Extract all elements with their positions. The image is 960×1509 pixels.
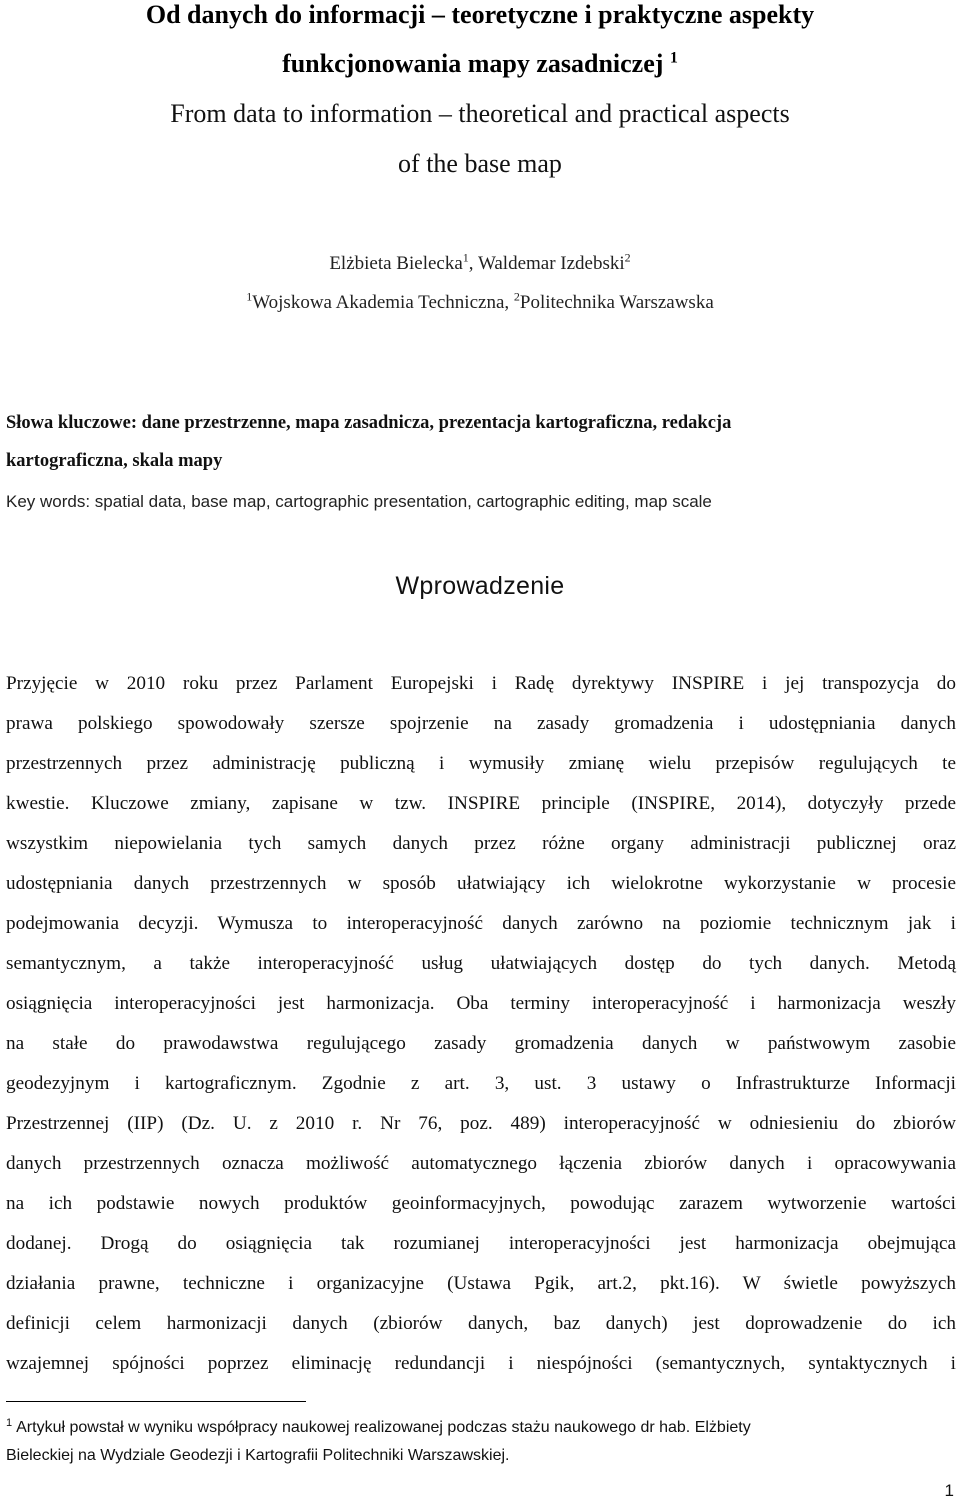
body-line: prawa polskiego spowodowały szersze spojrzenie na zasady gromadzenia i udostępniania danych	[6, 713, 956, 734]
body-paragraph	[6, 664, 956, 1384]
body-line: wszystkim niepowielania tych samych danych przez różne organy administracji publicznej oraz	[6, 833, 956, 854]
author-separator: ,	[468, 253, 478, 274]
affiliation-number: 2	[513, 289, 520, 304]
body-line: udostępniania danych przestrzennych w sposób ułatwiający ich wielokrotne wykorzystanie w procesie	[6, 873, 956, 894]
section-heading: Wprowadzenie	[395, 572, 565, 600]
body-line: Przestrzennej (IIP) (Dz. U. z 2010 r. Nr 76, poz. 489) interoperacyjność w odniesieniu do zbiorów	[6, 1113, 956, 1134]
keywords-polish-line: kartograficzna, skala mapy	[6, 451, 223, 471]
title-english-line-2: of the base map	[398, 149, 562, 178]
body-line: na stałe do prawodawstwa regulującego zasady gromadzenia danych w państwowym zasobie	[6, 1033, 956, 1054]
body-line: działania prawne, techniczne i organizacyjne (Ustawa Pgik, art.2, pkt.16). W świetle powyższych	[6, 1273, 956, 1294]
title-footnote-ref[interactable]: 1	[669, 49, 678, 67]
author-name: Elżbieta Bielecka	[329, 253, 463, 274]
body-line: dodanej. Drogą do osiągnięcia tak rozumianej interoperacyjności jest harmonizacja obejmująca	[6, 1233, 956, 1254]
affiliation-list	[0, 288, 960, 318]
body-line: definicji celem harmonizacji danych (zbiorów danych, baz danych) jest doprowadzenie do ich	[6, 1313, 956, 1334]
body-line: semantycznym, a także interoperacyjność usług ułatwiających dostęp do tych danych. Metodą	[6, 953, 956, 974]
title-english-line-1: From data to information – theoretical and practical aspects	[170, 99, 790, 128]
footnote-text: Artykuł powstał w wyniku współpracy naukowej realizowanej podczas stażu naukowego dr hab. Elżbiety	[16, 1419, 751, 1436]
author-affiliation-ref: 1	[462, 250, 469, 265]
title-polish-text: funkcjonowania mapy zasadniczej	[282, 49, 664, 78]
footnote-line: Bieleckiej na Wydziale Geodezji i Kartografii Politechniki Warszawskiej.	[6, 1447, 510, 1464]
title-polish-line-2	[0, 39, 960, 89]
page-number: 1	[944, 1481, 954, 1500]
author-name: Waldemar Izdebski	[477, 253, 625, 274]
body-line: danych przestrzennych oznacza możliwość automatycznego łączenia zbiorów danych i opracowywania	[6, 1153, 956, 1174]
footnote	[6, 1414, 956, 1470]
title-polish-line-1: Od danych do informacji – teoretyczne i praktyczne aspekty	[145, 0, 815, 29]
body-line: wzajemnej spójności poprzez eliminację redundancji i niespójności (semantycznych, syntaktycznych i	[6, 1353, 956, 1374]
body-line: kwestie. Kluczowe zmiany, zapisane w tzw. INSPIRE principle (INSPIRE, 2014), dotyczyły przede	[6, 793, 956, 814]
affiliation-number: 1	[246, 289, 253, 304]
keywords-polish	[6, 404, 956, 480]
body-line: geodezyjnym i kartograficznym. Zgodnie z art. 3, ust. 3 ustawy o Infrastrukturze Informacji	[6, 1073, 956, 1094]
affiliation-name: Wojskowa Akademia Techniczna,	[252, 292, 514, 313]
author-list	[0, 249, 960, 279]
body-line: osiągnięcia interoperacyjności jest harmonizacja. Oba terminy interoperacyjność i harmonizacja weszły	[6, 993, 956, 1014]
keywords-polish-line: Słowa kluczowe: dane przestrzenne, mapa zasadnicza, prezentacja kartograficzna, redakcja	[6, 413, 732, 433]
footnote-number: 1	[6, 1416, 13, 1429]
keywords-english: Key words: spatial data, base map, cartographic presentation, cartographic editing, map scale	[6, 492, 712, 511]
body-line: przestrzennych przez administrację publiczną i wymusiły zmianę wielu przepisów regulujących te	[6, 753, 956, 774]
author-affiliation-ref: 2	[624, 250, 631, 265]
body-line: Przyjęcie w 2010 roku przez Parlament Europejski i Radę dyrektywy INSPIRE i jej transpozycja do	[6, 673, 956, 694]
body-line: na ich podstawie nowych produktów geoinformacyjnych, powodując zarazem wytworzenie wartości	[6, 1193, 956, 1214]
footnote-line	[6, 1414, 956, 1442]
affiliation-name: Politechnika Warszawska	[519, 292, 714, 313]
body-line: podejmowania decyzji. Wymusza to interoperacyjność danych zarówno na poziomie technicznym jak i	[6, 913, 956, 934]
footnote-separator	[6, 1401, 306, 1402]
